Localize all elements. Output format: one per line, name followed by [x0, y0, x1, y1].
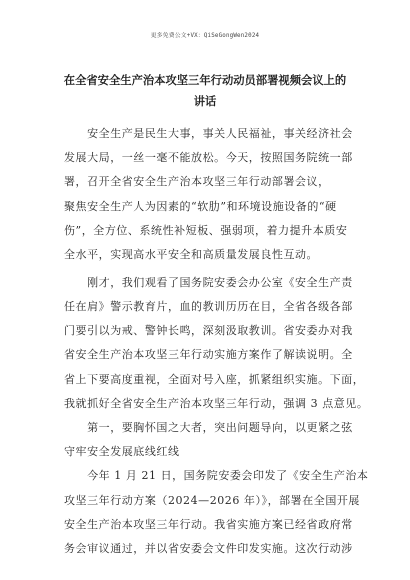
body-line: 安全生产治本攻坚三年行动。我省实施方案已经省政府常	[64, 517, 353, 531]
body-line: 门要引以为戒、警钟长鸣，深刻汲取教训。省安委办对我	[64, 324, 353, 338]
title-line-2: 讲话	[193, 95, 217, 108]
body-line: 安全生产是民生大事，事关人民福祉，事关经济社会	[64, 127, 353, 140]
body-line: 第一，要胸怀国之大者，突出问题导向，以更紧之弦	[64, 420, 353, 434]
body-line: 聚焦安全生产人为因素的“软肋”和环境设施设备的“硬	[64, 199, 337, 213]
body-line: 刚才，我们观看了国务院安委会办公室《安全生产责	[64, 275, 353, 289]
body-line: 全水平，实现高水平安全和高质量发展良性互动。	[64, 247, 319, 261]
body-line: 守牢安全发展底线红线	[64, 445, 180, 459]
document-title	[62, 70, 348, 112]
body-line: 伤”，全方位、系统性补短板、强弱项，着力提升本质安	[64, 223, 348, 237]
body-line: 我就抓好全省安全生产治本攻坚三年行动，强调 3 点意见。	[64, 396, 369, 410]
body-line: 省上下要高度重视，全面对号入座，抓紧组织实施。下面，	[64, 372, 365, 386]
body-line: 任在肩》警示教育片，血的教训历历在目，全省各级各部	[64, 300, 353, 313]
body-line: 攻坚三年行动方案（2024—2026 年）》，部署在全国开展	[64, 493, 360, 507]
body-line: 今年 1 月 21 日，国务院安委会印发了《安全生产治本	[64, 469, 369, 483]
body-line: 务会审议通过，并以省安委会文件印发实施。这次行动涉	[64, 541, 353, 555]
title-line-1: 在全省安全生产治本攻坚三年行动动员部署视频会议上的	[63, 74, 347, 87]
body-line: 发展大局，一丝一毫不能放松。今天，按照国务院统一部	[64, 151, 353, 165]
document-body	[64, 122, 369, 561]
header-note: 更多免费公文+VX：QiSeGongWen2024	[150, 33, 260, 39]
body-line: 署，召开全省安全生产治本攻坚三年行动部署会议，	[64, 175, 330, 189]
body-line: 省安全生产治本攻坚三年行动实施方案作了解读说明。全	[64, 348, 353, 362]
